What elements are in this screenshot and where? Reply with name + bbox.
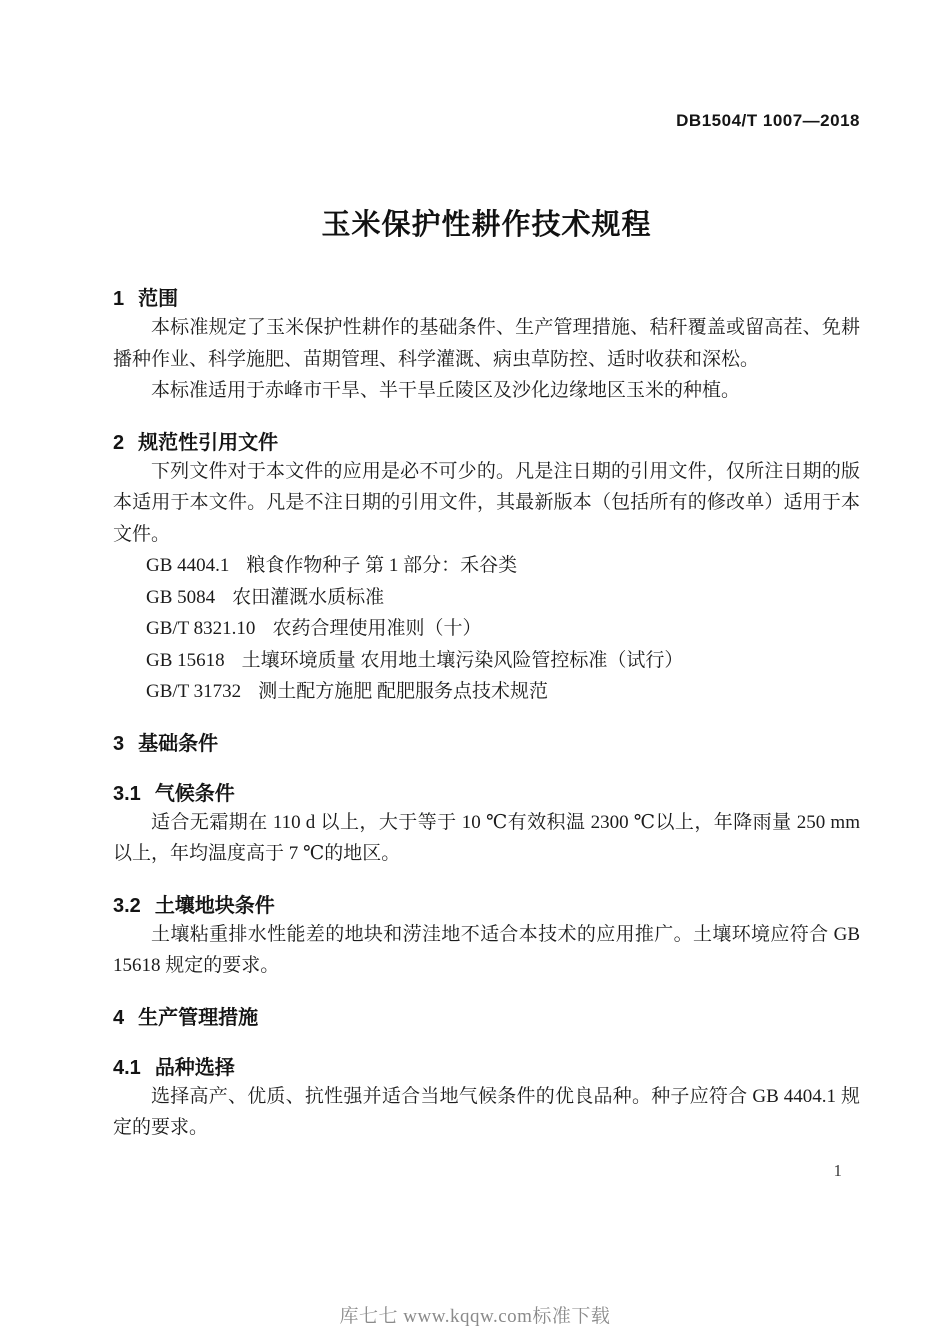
reference-code: GB 5084 [146, 586, 216, 608]
section-2-title: 规范性引用文件 [138, 431, 279, 454]
section-4-1-title: 品种选择 [154, 1056, 235, 1079]
section-2-number: 2 [113, 431, 125, 454]
reference-item [113, 645, 860, 677]
reference-code: GB 4404.1 [146, 555, 230, 576]
reference-item [113, 676, 860, 708]
section-3-heading [113, 731, 860, 757]
reference-name: 粮食作物种子 第 1 部分：禾谷类 [246, 555, 518, 576]
section-2-heading [113, 430, 860, 456]
reference-name: 测土配方施肥 配肥服务点技术规范 [258, 681, 548, 702]
section-4-1-heading [113, 1055, 860, 1081]
section-1-heading [113, 286, 860, 312]
section-4-number: 4 [113, 1006, 125, 1029]
section-3-number: 3 [113, 732, 125, 755]
section-3-title: 基础条件 [138, 732, 219, 755]
reference-item [113, 582, 860, 614]
document-title: 玉米保护性耕作技术规程 [321, 209, 652, 241]
section-3-1-paragraph: 适合无霜期在 110 d 以上，大于等于 10 ℃有效积温 2300 ℃以上，年降雨量 250 mm 以上，年均温度高于 7 ℃的地区。 [113, 811, 860, 864]
reference-item [113, 613, 860, 645]
reference-code: GB/T 8321.10 [146, 618, 256, 639]
section-3-2-paragraph: 土壤粘重排水性能差的地块和涝洼地不适合本技术的应用推广。土壤环境应符合 GB 15618 规定的要求。 [113, 923, 860, 976]
section-3-2-title: 土壤地块条件 [154, 894, 275, 917]
reference-code: GB 15618 [146, 649, 225, 671]
reference-name: 农药合理使用准则（十） [272, 618, 482, 639]
standard-number: DB1504/T 1007—2018 [676, 111, 860, 130]
reference-name: 土壤环境质量 农用地土壤污染风险管控标准（试行） [241, 649, 684, 671]
section-3-1-number: 3.1 [113, 782, 141, 805]
page-number: 1 [833, 1160, 842, 1180]
section-1-paragraph: 本标准适用于赤峰市干旱、半干旱丘陵区及沙化边缘地区玉米的种植。 [151, 380, 741, 401]
section-3-2-heading [113, 893, 860, 919]
section-4-1-paragraph: 选择高产、优质、抗性强并适合当地气候条件的优良品种。种子应符合 GB 4404.1 规定的要求。 [113, 1085, 860, 1138]
section-4-1-number: 4.1 [113, 1056, 141, 1079]
section-3-1-title: 气候条件 [154, 782, 235, 805]
section-1-title: 范围 [138, 288, 179, 310]
section-2-paragraph: 下列文件对于本文件的应用是必不可少的。凡是注日期的引用文件，仅所注日期的版本适用于本文件。凡是不注日期的引用文件，其最新版本（包括所有的修改单）适用于本文件。 [113, 460, 860, 545]
section-3-2-number: 3.2 [113, 894, 141, 917]
section-4-title: 生产管理措施 [138, 1006, 259, 1029]
reference-item [113, 550, 860, 582]
reference-code: GB/T 31732 [146, 681, 242, 702]
section-3-1-heading [113, 781, 860, 807]
section-1-paragraph: 本标准规定了玉米保护性耕作的基础条件、生产管理措施、秸秆覆盖或留高茬、免耕播种作业、科学施肥、苗期管理、科学灌溉、病虫草防控、适时收获和深松。 [113, 317, 860, 370]
watermark: 库七七 www.kqqw.com标准下载 [339, 1306, 611, 1327]
section-4-heading [113, 1005, 860, 1031]
section-1-number: 1 [113, 288, 125, 310]
reference-name: 农田灌溉水质标准 [232, 586, 385, 608]
